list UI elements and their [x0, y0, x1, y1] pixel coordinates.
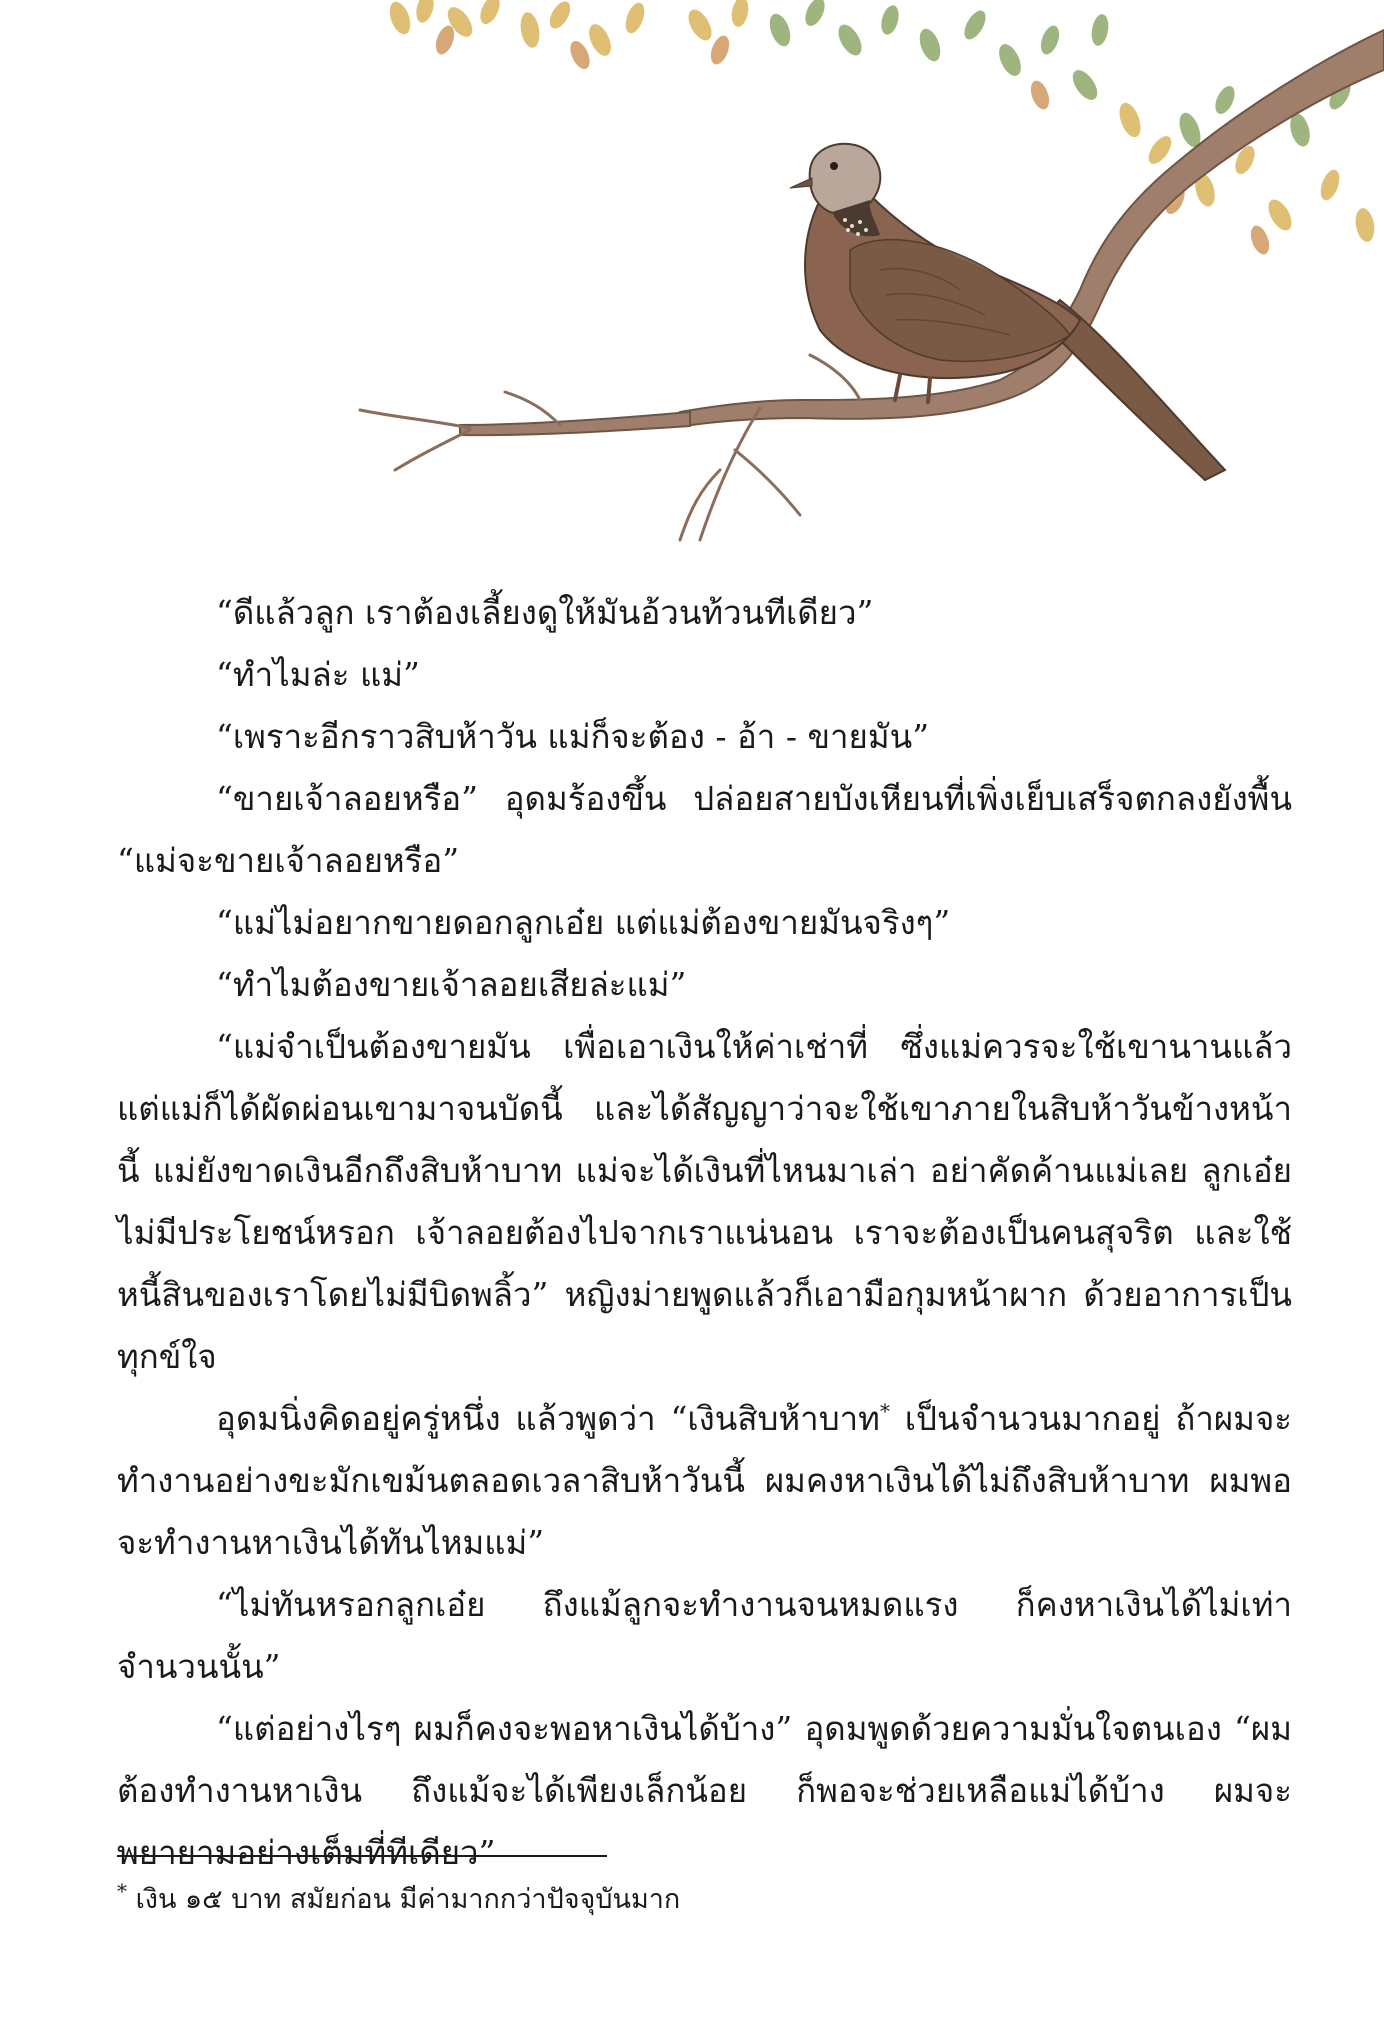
paragraph: “ทำไมล่ะ แม่” — [216, 655, 420, 694]
footnote-divider — [117, 1855, 607, 1857]
paragraph-text: อุดมนิ่งคิดอยู่ครู่หนึ่ง แล้วพูดว่า “เงินสิบห้าบาท — [216, 1399, 880, 1438]
footnote-text: เงิน ๑๕ บาท สมัยก่อน มีค่ามากกว่าปัจจุบันมาก — [127, 1884, 681, 1915]
paragraph: “แม่ไม่อยากขายดอกลูกเอ๋ย แต่แม่ต้องขายมันจริงๆ” — [216, 903, 951, 942]
paragraph: “ไม่ทันหรอกลูกเอ๋ย ถึงแม้ลูกจะทำงานจนหมดแรง ก็คงหาเงินได้ไม่เท่าจำนวนนั้น” — [117, 1585, 1292, 1686]
footnote-mark: * — [117, 1879, 127, 1903]
twigs — [360, 355, 860, 540]
paragraph: “แม่จำเป็นต้องขายมัน เพื่อเอาเงินให้ค่าเช่าที่ ซึ่งแม่ควรจะใช้เขานานแล้ว แต่แม่ก็ได้ผัดผ่อนเขามาจนบัดนี้ และได้สัญญาว่าจะใช้เขาภายในสิบห้าวันข้างหน้านี้ แม่ยังขาดเงินอีกถึงสิบห้าบาท แม่จะได้เงินที่ไหนมาเล่า อย่าคัดค้านแม่เลย ลูกเอ๋ย ไม่มีประโยชน์หรอก เจ้าลอยต้องไปจากเราแน่นอน เราจะต้องเป็นคนสุจริต และใช้หนี้สินของเราโดยไม่มีบิดพลิ้ว” หญิงม่ายพูดแล้วก็เอามือกุมหน้าผาก ด้วยอาการเป็นทุกข์ใจ — [117, 1027, 1292, 1376]
footnote-mark: * — [879, 1399, 890, 1423]
paragraph: “ดีแล้วลูก เราต้องเลี้ยงดูให้มันอ้วนท้วนทีเดียว” — [216, 593, 874, 632]
paragraph-text: เป็นจำนวนมากอยู่ ถ้าผมจะทำงานอย่างขะมักเขม้นตลอดเวลาสิบห้าวันนี้ ผมคงหาเงินได้ไม่ถึงสิบห้าบาท ผมพอจะทำงานหาเงินได้ทันไหมแม่” — [117, 1399, 1292, 1562]
paragraph: “เพราะอีกราวสิบห้าวัน แม่ก็จะต้อง - อ้า - ขายมัน” — [216, 717, 930, 756]
paragraph: “ทำไมต้องขายเจ้าลอยเสียล่ะแม่” — [216, 965, 687, 1004]
story-text — [117, 582, 1292, 1884]
footnote — [117, 1880, 680, 1920]
paragraph: “ขายเจ้าลอยหรือ” อุดมร้องขึ้น ปล่อยสายบังเหียนที่เพิ่งเย็บเสร็จตกลงยังพื้น “แม่จะขายเจ้าลอยหรือ” — [117, 779, 1292, 880]
paragraph: “แต่อย่างไรๆ ผมก็คงจะพอหาเงินได้บ้าง” อุดมพูดด้วยความมั่นใจตนเอง “ผมต้องทำงานหาเงิน ถึงแม้จะได้เพียงเล็กน้อย ก็พอจะช่วยเหลือแม่ได้บ้าง ผมจะพยายามอย่างเต็มที่ทีเดียว” — [117, 1709, 1292, 1872]
dove-on-branch-illustration — [0, 0, 1384, 580]
paragraph-with-footnote — [117, 1388, 1292, 1574]
